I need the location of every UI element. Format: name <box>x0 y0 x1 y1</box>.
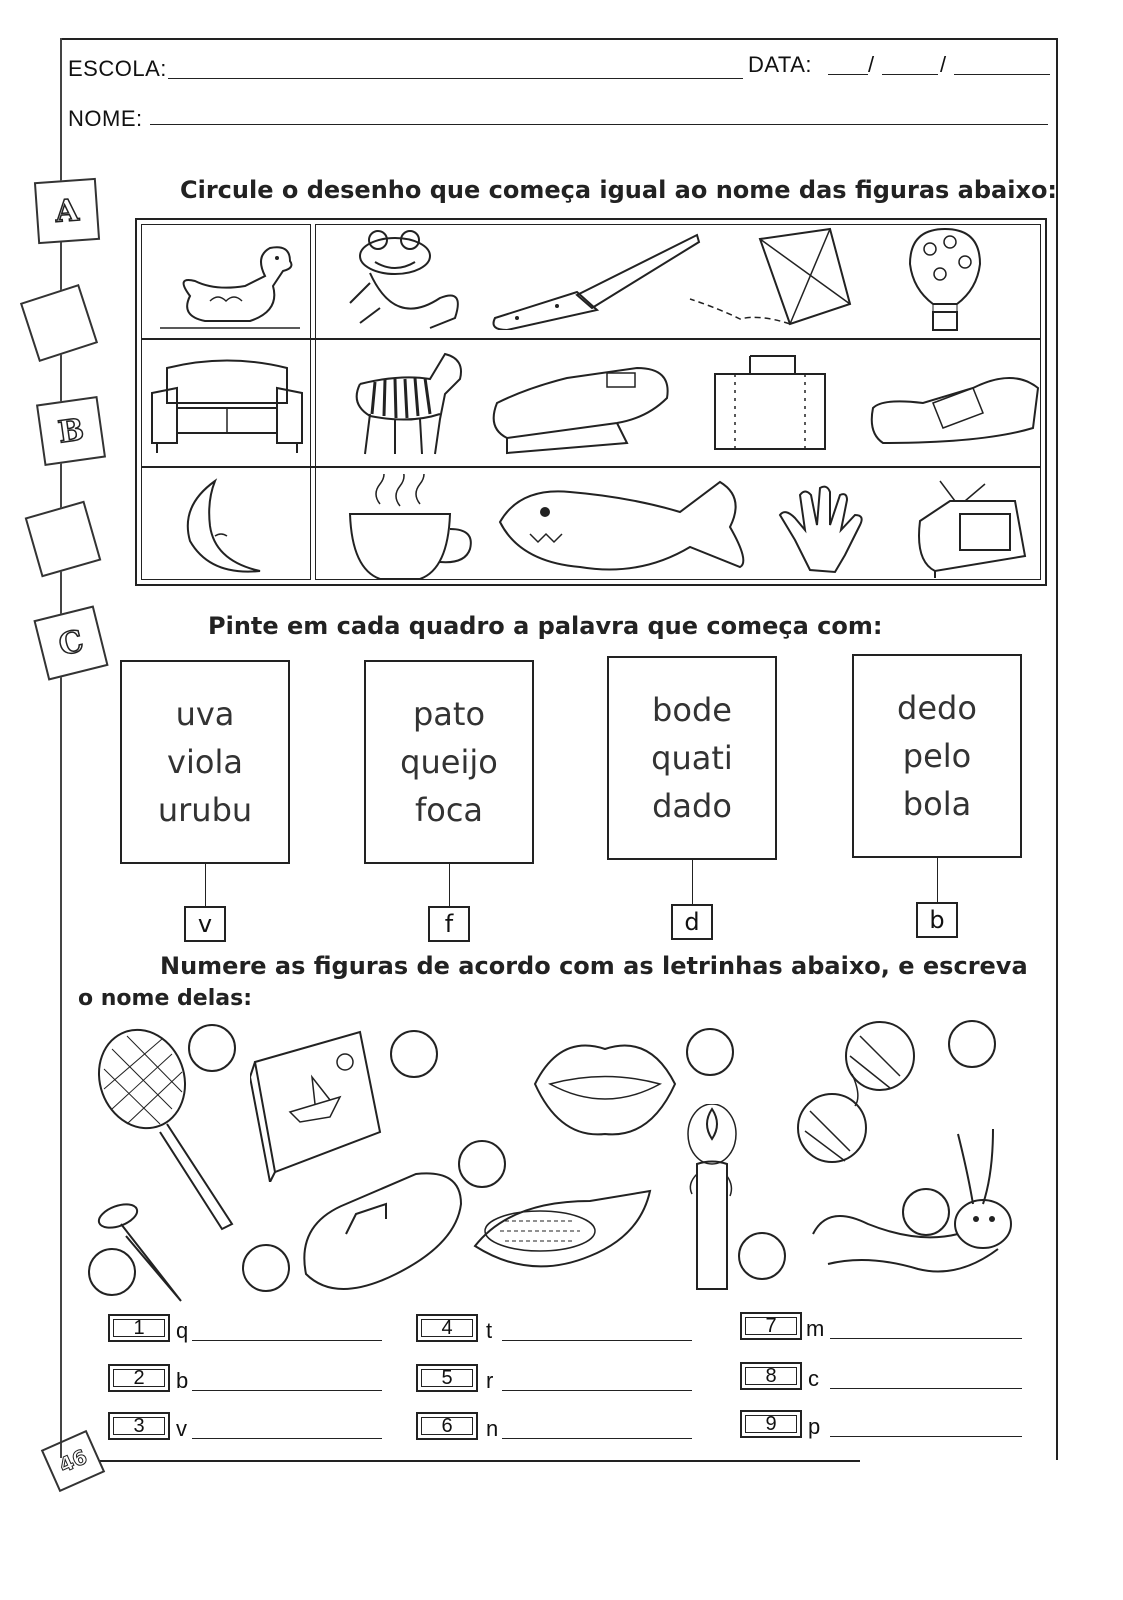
answer-letter: c <box>808 1366 819 1391</box>
connector-line <box>205 864 206 906</box>
side-box-a: A <box>34 178 100 244</box>
letter-box-4: b <box>916 902 958 938</box>
word-box-4 <box>852 654 1022 858</box>
balloon-icon[interactable] <box>905 224 985 334</box>
date-separator: / <box>868 52 875 77</box>
number-circle[interactable] <box>390 1030 438 1078</box>
school-label: ESCOLA: <box>68 56 167 81</box>
shark-icon[interactable] <box>490 472 760 582</box>
corn-icon[interactable] <box>470 1186 670 1286</box>
section-b-instruction: Pinte em cada quadro a palavra que começa com: <box>208 612 883 640</box>
answer-letter: b <box>176 1368 189 1393</box>
side-box-b: B <box>36 396 106 466</box>
answer-line[interactable] <box>502 1390 692 1391</box>
answer-number-box: 6 <box>416 1412 478 1440</box>
answer-number-box: 3 <box>108 1412 170 1440</box>
answer-letter: n <box>486 1416 499 1441</box>
answer-letter: v <box>176 1416 187 1441</box>
section-a-instruction: Circule o desenho que começa igual ao nome das figuras abaixo: <box>180 176 1058 204</box>
answer-number-box: 8 <box>740 1362 802 1390</box>
word-option[interactable]: urubu <box>157 791 253 829</box>
number-circle[interactable] <box>458 1140 506 1188</box>
answer-line[interactable] <box>192 1438 382 1439</box>
number-circle[interactable] <box>738 1232 786 1280</box>
date-separator: / <box>940 52 947 77</box>
picture-grid <box>135 218 1047 586</box>
word-option[interactable]: pato <box>412 695 486 733</box>
sofa-icon[interactable] <box>147 348 307 458</box>
pan-icon[interactable] <box>296 1164 466 1304</box>
moon-icon[interactable] <box>175 476 285 580</box>
answer-number-box: 9 <box>740 1410 802 1438</box>
cup-icon[interactable] <box>340 474 480 582</box>
answer-line[interactable] <box>192 1390 382 1391</box>
answer-line[interactable] <box>830 1388 1022 1389</box>
word-option[interactable]: uva <box>175 695 235 733</box>
letter-box-1: v <box>184 906 226 942</box>
number-circle[interactable] <box>88 1248 136 1296</box>
answer-line[interactable] <box>830 1436 1022 1437</box>
answer-number-box: 5 <box>416 1364 478 1392</box>
date-day-field[interactable] <box>828 74 868 75</box>
answer-letter: q <box>176 1318 189 1343</box>
kite-icon[interactable] <box>680 224 860 334</box>
tv-icon[interactable] <box>905 476 1035 580</box>
word-option[interactable]: dedo <box>897 689 977 727</box>
answer-letter: t <box>486 1318 493 1343</box>
connector-line <box>937 858 938 902</box>
date-year-field[interactable] <box>954 74 1050 75</box>
word-option[interactable]: dado <box>652 787 732 825</box>
suitcase-icon[interactable] <box>705 346 835 456</box>
answer-letter: m <box>806 1316 825 1341</box>
answer-letter: p <box>808 1414 821 1439</box>
answer-line[interactable] <box>830 1338 1022 1339</box>
word-option[interactable]: quati <box>651 739 733 777</box>
number-circle[interactable] <box>948 1020 996 1068</box>
connector-line <box>692 860 693 904</box>
word-box-1 <box>120 660 290 864</box>
letter-box-3: d <box>671 904 713 940</box>
lips-icon[interactable] <box>530 1024 680 1144</box>
name-field[interactable] <box>150 124 1048 125</box>
number-circle[interactable] <box>686 1028 734 1076</box>
shoe-icon[interactable] <box>863 358 1043 458</box>
painting-icon[interactable] <box>250 1022 390 1182</box>
side-box-c: C <box>33 605 108 680</box>
grid-row-divider <box>141 466 1041 468</box>
answer-number-box: 2 <box>108 1364 170 1392</box>
knife-icon[interactable] <box>487 230 707 330</box>
clog-icon[interactable] <box>487 358 677 458</box>
word-box-2 <box>364 660 534 864</box>
answer-number-box: 7 <box>740 1312 802 1340</box>
word-option[interactable]: pelo <box>902 737 972 775</box>
connector-line <box>449 864 450 906</box>
school-field[interactable] <box>168 78 743 79</box>
word-option[interactable]: foca <box>414 791 484 829</box>
answer-line[interactable] <box>502 1340 692 1341</box>
number-circle[interactable] <box>242 1244 290 1292</box>
word-option[interactable]: bode <box>652 691 732 729</box>
word-box-3 <box>607 656 777 860</box>
page-left-rule <box>60 38 62 1458</box>
name-label: NOME: <box>68 106 143 131</box>
answer-letter: r <box>486 1368 494 1393</box>
page-number: 46 <box>55 1444 91 1478</box>
section-c-instruction: Numere as figuras de acordo com as letrinhas abaixo, e escreva <box>160 952 1028 980</box>
answer-number-box: 4 <box>416 1314 478 1342</box>
section-c-instruction-continued: o nome delas: <box>78 986 253 1011</box>
number-circle[interactable] <box>188 1024 236 1072</box>
answer-line[interactable] <box>502 1438 692 1439</box>
number-circle[interactable] <box>902 1188 950 1236</box>
duck-icon[interactable] <box>155 236 305 336</box>
answer-line[interactable] <box>192 1340 382 1341</box>
glove-icon[interactable] <box>775 480 885 576</box>
letter-box-2: f <box>428 906 470 942</box>
word-option[interactable]: bola <box>902 785 972 823</box>
grid-row-divider <box>141 338 1041 340</box>
date-month-field[interactable] <box>882 74 938 75</box>
page-bottom-rule <box>100 1460 860 1462</box>
zebra-icon[interactable] <box>340 344 470 460</box>
answer-number-box: 1 <box>108 1314 170 1342</box>
frog-icon[interactable] <box>340 228 470 336</box>
word-option[interactable]: viola <box>167 743 243 781</box>
date-label: DATA: <box>748 52 813 77</box>
word-option[interactable]: queijo <box>400 743 498 781</box>
